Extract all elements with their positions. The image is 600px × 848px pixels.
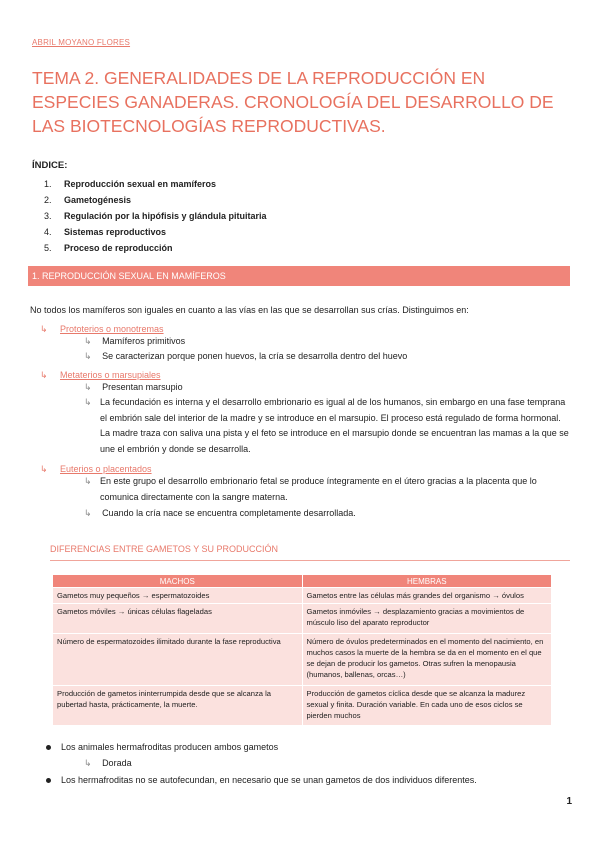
table-row: [53, 686, 552, 726]
table-cell: Gametos móviles → únicas células flageladas: [53, 604, 303, 634]
table-cell: Gametos inmóviles → desplazamiento gracias a movimientos de músculo liso del aparato reproductor: [302, 604, 552, 634]
index-heading: ÍNDICE:: [32, 160, 68, 171]
arrow-icon: ↳: [40, 464, 48, 474]
group-label: Euterios o placentados: [60, 464, 152, 474]
index-item: 5. Proceso de reproducción: [44, 243, 173, 253]
group-label: Metaterios o marsupiales: [60, 370, 161, 380]
section-intro: No todos los mamíferos son iguales en cuanto a las vías en las que se desarrollan sus crías. Distinguimos en:: [30, 305, 469, 315]
table-cell: Número de óvulos predeterminados en el momento del nacimiento, en muchos casos la muerte de la hembra se da en el momento en el que se dejan de producir los gametos. Otras sufren la menopausia (humanos, ballenas, orcas…): [302, 634, 552, 686]
page-title: TEMA 2. GENERALIDADES DE LA REPRODUCCIÓN EN ESPECIES GANADERAS. CRONOLOGÍA DEL DESARROLLO DE LAS BIOTECNOLOGÍAS REPRODUCTIVAS.: [32, 68, 554, 136]
page-number: 1: [566, 796, 572, 807]
index-item: 3. Regulación por la hipófisis y glándula pituitaria: [44, 211, 267, 221]
list-item: ↳ Presentan marsupio: [84, 382, 183, 392]
arrow-icon: ↳: [84, 382, 92, 392]
arrow-icon: ↳: [84, 758, 92, 768]
bullet-item: Los animales hermafroditas producen ambos gametos: [46, 742, 278, 752]
author-name: ABRIL MOYANO FLORES: [32, 38, 131, 47]
table-row: [53, 588, 552, 604]
index-item: 4. Sistemas reproductivos: [44, 227, 167, 237]
bullet-subitem: ↳ Dorada: [84, 758, 132, 768]
arrow-icon: ↳: [84, 397, 92, 407]
subsection-heading: DIFERENCIAS ENTRE GAMETOS Y SU PRODUCCIÓN: [50, 542, 570, 561]
column-header: HEMBRAS: [302, 575, 552, 588]
arrow-icon: ↳: [84, 508, 92, 518]
list-item: ↳ Se caracterizan porque ponen huevos, la cría se desarrolla dentro del huevo: [84, 351, 408, 361]
table-cell: Gametos muy pequeños → espermatozoides: [53, 588, 303, 604]
table-cell: Producción de gametos ininterrumpida desde que se alcanza la pubertad hasta, prácticamente, la muerte.: [53, 686, 303, 726]
arrow-icon: ↳: [40, 324, 48, 334]
bullet-icon: [46, 745, 51, 750]
section-heading-bar: 1. REPRODUCCIÓN SEXUAL EN MAMÍFEROS: [28, 266, 570, 286]
table-cell: Número de espermatozoides ilimitado durante la fase reproductiva: [53, 634, 303, 686]
table-cell: Gametos entre las células más grandes del organismo → óvulos: [302, 588, 552, 604]
comparison-table: [52, 574, 552, 726]
table-row: [53, 634, 552, 686]
bullet-item: Los hermafroditas no se autofecundan, en necesario que se unan gametos de dos individuos diferentes.: [46, 775, 477, 785]
index-list: [44, 176, 267, 256]
arrow-icon: ↳: [84, 476, 92, 486]
list-item: ↳ Cuando la cría nace se encuentra completamente desarrollada.: [84, 508, 356, 518]
column-header: MACHOS: [53, 575, 303, 588]
table-row: [53, 604, 552, 634]
list-item: ↳ En este grupo el desarrollo embrionario fetal se produce íntegramente en el útero gracias a la placenta que lo comunica directamente con la sangre materna.: [84, 476, 537, 502]
arrow-icon: ↳: [84, 336, 92, 346]
arrow-icon: ↳: [40, 370, 48, 380]
arrow-icon: ↳: [84, 351, 92, 361]
index-item: 2. Gametogénesis: [44, 195, 132, 205]
list-item: ↳ Mamíferos primitivos: [84, 336, 186, 346]
index-item: 1. Reproducción sexual en mamíferos: [44, 179, 217, 189]
bullet-icon: [46, 778, 51, 783]
table-cell: Producción de gametos cíclica desde que se alcanza la madurez sexual y finita. Duración variable. En cada uno de esos ciclos se pierden muchos: [302, 686, 552, 726]
group-label: Prototerios o monotremas: [60, 324, 164, 334]
list-item: ↳ La fecundación es interna y el desarrollo embrionario es igual al de los humanos, sin embargo en una fase temprana el embrión sale del interior de la madre y se introduce en el marsupio. El proceso está regulado de forma hormonal. La madre traza con saliva una pista y el feto se introduce en el marsupio donde se encuentran las mamas a la que se une el embrión y donde se desarrolla.: [84, 397, 569, 454]
